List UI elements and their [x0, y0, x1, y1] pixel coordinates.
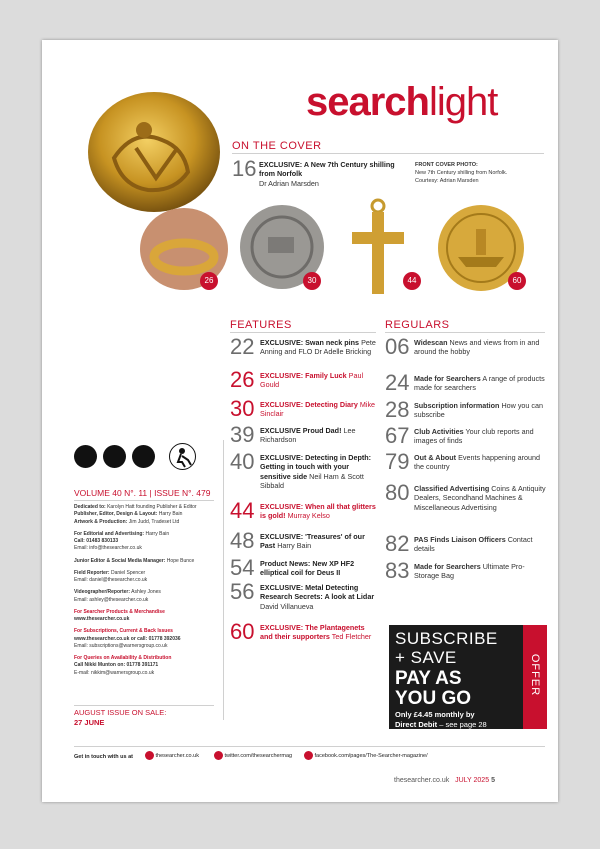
regular-item[interactable] [414, 401, 546, 420]
cover-title: EXCLUSIVE: A New 7th Century shilling from Norfolk [259, 160, 395, 179]
feature-page-number: 54 [230, 555, 255, 580]
regulars-heading: REGULARS [385, 319, 450, 331]
regular-title: Classified Advertising [414, 484, 490, 493]
feature-author: Paul Gould [260, 371, 364, 390]
credit-block-title: Field Reporter: [74, 569, 110, 576]
credit-name: Jim Judd, Tradeset Ltd [128, 518, 180, 525]
regular-page-number: 79 [385, 449, 410, 474]
regular-title: Made for Searchers [414, 374, 481, 383]
onsale-date: 27 JUNE [74, 718, 105, 727]
feature-author: Mike Sinclair [260, 400, 376, 419]
feature-author: Neil Ham & Scott Sibbald [260, 471, 364, 491]
regulars-rule [385, 332, 545, 333]
volume-number: VOLUME 40 N°. 11 [74, 488, 148, 498]
regular-page-number: 06 [385, 334, 410, 359]
volume-line: VOLUME 40 N°. 11 | ISSUE N°. 479 [74, 488, 211, 498]
feature-author: Ted Fletcher [331, 632, 372, 642]
pay-as-text: PAY AS [395, 668, 462, 689]
photo-badge: 60 [508, 272, 526, 290]
price-line: Only £4.45 monthly by [395, 710, 475, 719]
credit-role: Artwork & Production: [74, 518, 128, 525]
twitter-icon [214, 751, 223, 760]
regular-item[interactable] [414, 427, 546, 446]
feature-item[interactable] [260, 371, 378, 390]
regular-page-number: 82 [385, 531, 410, 556]
regular-page-number: 83 [385, 558, 410, 583]
regular-title: Widescan [414, 338, 448, 347]
cover-photo-label: FRONT COVER PHOTO: [415, 162, 478, 168]
features-heading: FEATURES [230, 319, 292, 331]
credit-contact[interactable]: Call: 01483 830133 [74, 538, 119, 544]
feature-page-number: 30 [230, 396, 255, 421]
regular-description: Contact details [414, 535, 533, 554]
credit-role: Dedicated to: [74, 504, 106, 510]
regular-title: Subscription information [414, 401, 500, 410]
credit-block-name: Harry Bain [145, 530, 170, 537]
cross-pendant-image [348, 198, 408, 298]
credit-role: Publisher, Editor, Design & Layout: [74, 511, 158, 518]
column-divider [223, 440, 224, 720]
credit-block-title: For Searcher Products & Merchandise [74, 608, 165, 615]
regular-description: How you can subscribe [414, 401, 544, 420]
folio-site: thesearcher.co.uk [394, 777, 450, 784]
dot-one [74, 445, 97, 468]
regular-page-number: 67 [385, 423, 410, 448]
masthead-logo [306, 82, 497, 122]
offer-tab [523, 625, 547, 729]
cover-coin-image [84, 88, 224, 216]
folio-page: 5 [491, 777, 495, 784]
feature-title: Product News: New XP HF2 elliptical coil for Deus II [260, 559, 355, 578]
credit-contact[interactable]: Email: ashley@thesearcher.co.uk [74, 596, 149, 603]
credit-block-title: For Editorial and Advertising: [74, 530, 145, 537]
feature-item[interactable] [260, 453, 378, 490]
features-rule [230, 332, 376, 333]
offer-text: OFFER [529, 653, 541, 697]
credit-block-name: Daniel Spencer [110, 569, 146, 576]
onsale-rule [74, 705, 214, 706]
feature-author: Lee Richardson [260, 426, 356, 445]
regular-description: News and views from in and around the hobby [414, 338, 540, 357]
cover-number: 16 [232, 156, 257, 181]
regular-item[interactable] [414, 374, 546, 393]
feature-page-number: 26 [230, 367, 255, 392]
credit-contact[interactable]: Email: subscriptions@warnersgroup.co.uk [74, 642, 168, 649]
regular-item[interactable] [414, 562, 546, 581]
credit-block-head [74, 609, 219, 616]
feature-title: EXCLUSIVE: Family Luck [260, 371, 347, 380]
cover-story [259, 160, 399, 188]
credit-line [74, 504, 219, 511]
credit-block-title: For Subscriptions, Current & Back Issues [74, 628, 173, 635]
footer-rule [74, 746, 545, 747]
credit-contact[interactable]: www.thesearcher.co.uk or call: 01778 392036 [74, 635, 181, 642]
credit-contact[interactable]: www.thesearcher.co.uk [74, 616, 130, 622]
onsale-label: AUGUST ISSUE ON SALE: [74, 708, 167, 717]
regular-item[interactable] [414, 453, 546, 472]
credit-block-head [74, 655, 219, 662]
feature-item[interactable] [260, 532, 378, 551]
credit-contact[interactable]: Email: info@thesearcher.co.uk [74, 545, 142, 552]
credit-block-title: Junior Editor & Social Media Manager: [74, 557, 166, 564]
credit-contact[interactable]: Email: daniel@thesearcher.co.uk [74, 577, 148, 583]
regular-title: Out & About [414, 453, 457, 462]
dot-three [132, 445, 155, 468]
price-line2 [395, 720, 487, 729]
credit-line [74, 519, 219, 526]
feature-author: Pete Anning and FLO Dr Adelle Bricking [260, 338, 376, 357]
footer-facebook-link[interactable]: facebook.com/pages/The-Searcher-magazine/ [314, 752, 428, 759]
issue-number: ISSUE N°. 479 [154, 488, 211, 498]
feature-item[interactable] [260, 502, 378, 521]
regular-page-number: 28 [385, 397, 410, 422]
credit-block-head [74, 628, 219, 635]
feature-author: David Villanueva [260, 601, 314, 611]
feature-title: EXCLUSIVE: Detecting in Depth: Getting in touch with your sensitive side [260, 453, 372, 481]
footer-web[interactable] [145, 751, 199, 760]
feature-title: EXCLUSIVE: The Plantagenets and their supporters [260, 623, 365, 642]
you-go-text: YOU GO [395, 688, 472, 709]
feature-page-number: 22 [230, 334, 255, 359]
credit-block-title: Videographer/Reporter: [74, 589, 131, 596]
regular-item[interactable] [414, 535, 546, 554]
folio [394, 777, 495, 784]
credit-block-head [74, 531, 219, 538]
feature-page-number: 56 [230, 579, 255, 604]
direct-debit-text: Direct Debit [395, 720, 438, 729]
footer-facebook[interactable] [304, 751, 428, 760]
see-page-text: – see page 28 [439, 720, 487, 729]
credit-line [74, 511, 219, 518]
credit-contact[interactable]: Call Nikki Munton on: 01778 391171 [74, 662, 159, 669]
detectorist-logo-icon [169, 443, 196, 470]
folio-date: JULY 2025 [455, 777, 490, 784]
credit-name: Harry Bain [158, 511, 183, 518]
feature-page-number: 44 [230, 498, 255, 523]
feature-item[interactable] [260, 559, 378, 578]
regular-page-number: 24 [385, 370, 410, 395]
feature-author: Murray Kelso [287, 511, 330, 521]
regular-description: Events happening around the country [414, 453, 540, 472]
feature-title: EXCLUSIVE: Metal Detecting Research Secrets: A look at Lidar [260, 583, 375, 602]
magazine-page [42, 40, 558, 802]
regular-title: Made for Searchers [414, 562, 481, 571]
subscribe-line1: SUBSCRIBE [395, 629, 498, 648]
feature-page-number: 40 [230, 449, 255, 474]
footer-web-link[interactable]: thesearcher.co.uk [155, 752, 199, 759]
regular-item[interactable] [414, 484, 546, 512]
regular-page-number: 80 [385, 480, 410, 505]
feature-title: EXCLUSIVE Proud Dad! [260, 426, 342, 435]
feature-title: EXCLUSIVE: Swan neck pins [260, 338, 360, 347]
feature-page-number: 60 [230, 619, 255, 644]
logo-bold: search [306, 80, 429, 124]
credit-block-name: Ashley Jones [131, 589, 161, 596]
feature-page-number: 48 [230, 528, 255, 553]
feature-author: Harry Bain [277, 541, 312, 551]
footer-twitter-link[interactable]: twitter.com/thesearchermag [224, 752, 293, 759]
regular-description: Ultimate Pro-Storage Bag [414, 562, 525, 581]
credit-block-name: Hope Bunce [166, 557, 195, 564]
dot-two [103, 445, 126, 468]
feature-item[interactable] [260, 338, 378, 357]
web-icon [145, 751, 154, 760]
subscribe-line2: + SAVE [395, 648, 457, 667]
credits-block [74, 504, 219, 677]
facebook-icon [304, 751, 313, 760]
volume-rule [74, 500, 214, 501]
feature-title: EXCLUSIVE: Detecting Diary [260, 400, 358, 409]
feature-item[interactable] [260, 426, 378, 445]
regular-description: Coins & Antiquity Dealers, Secondhand Machines & Miscellaneous Advertising [414, 484, 546, 512]
cover-heading: ON THE COVER [232, 140, 322, 152]
regular-description: A range of products made for searchers [414, 374, 545, 393]
photo-badge: 30 [303, 272, 321, 290]
cover-photo-caption: New 7th Century shilling from Norfolk. Courtesy: Adrian Marsden [415, 169, 508, 184]
regular-title: PAS Finds Liaison Officers [414, 535, 506, 544]
subscribe-offer-box[interactable] [389, 625, 547, 729]
credit-block-title: For Queries on Availability & Distribution [74, 655, 172, 661]
feature-item[interactable] [260, 400, 378, 419]
credit-block-head [74, 589, 219, 596]
feature-title: EXCLUSIVE: When all that glitters is gold! [260, 502, 376, 521]
credit-block-head [74, 570, 219, 577]
photo-badge: 26 [200, 272, 218, 290]
footer-touch: Get in touch with us at [74, 754, 133, 760]
credit-block-head [74, 558, 219, 565]
photo-badge: 44 [403, 272, 421, 290]
credit-contact[interactable]: E-mail: nikkim@warnersgroup.co.uk [74, 669, 155, 676]
feature-page-number: 39 [230, 422, 255, 447]
feature-item[interactable] [260, 583, 378, 611]
cover-photo-credit [415, 162, 525, 186]
logo-light: light [428, 80, 498, 124]
feature-item[interactable] [260, 623, 378, 642]
feature-title: EXCLUSIVE: 'Treasures' of our Past [260, 532, 365, 551]
cover-rule [232, 153, 544, 154]
regular-title: Club Activities [414, 427, 464, 436]
footer-twitter[interactable] [214, 751, 292, 760]
credit-name: Karolyn Hatt founding Publisher & Editor [107, 504, 197, 510]
regular-description: Your club reports and images of finds [414, 427, 534, 446]
cover-author: Dr Adrian Marsden [259, 178, 319, 188]
regular-item[interactable] [414, 338, 546, 357]
